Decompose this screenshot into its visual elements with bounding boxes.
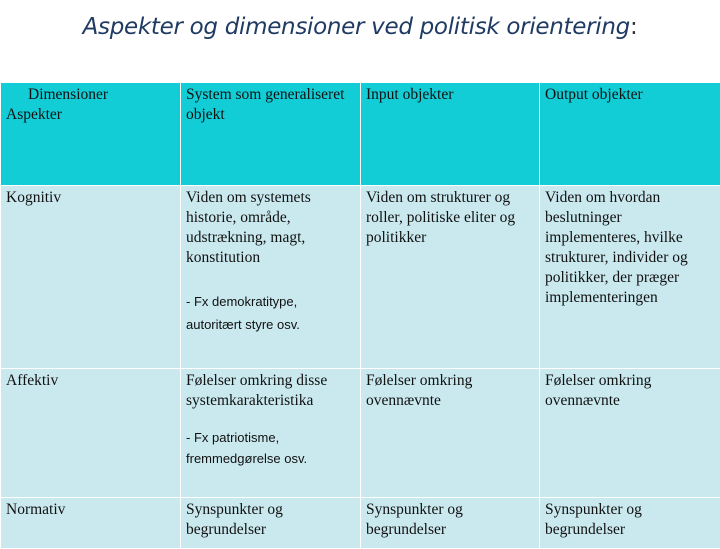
header-corner-cell	[1, 83, 181, 186]
header-col-system: System som generaliseret objekt	[181, 83, 361, 186]
cell-cognitive-output: Viden om hvordan beslutninger implementeres, hvilke strukturer, individer og politikker, der præger implementeringen	[540, 186, 720, 369]
cell-normative-input: Synspunkter og begrundelser	[361, 498, 540, 549]
header-aspect-label: Aspekter	[6, 106, 62, 123]
row-aspect-affective: Affektiv	[1, 369, 181, 498]
table-header-row	[1, 83, 720, 186]
cell-normative-output: Synspunkter og begrundelser	[540, 498, 720, 549]
header-col-output: Output objekter	[540, 83, 720, 186]
cell-affective-output: Følelser omkring ovennævnte	[540, 369, 720, 498]
row-aspect-cognitive: Kognitiv	[1, 186, 181, 369]
header-col-input: Input objekter	[361, 83, 540, 186]
cell-text: Følelser omkring disse systemkarakteristika	[186, 372, 327, 409]
slide-title-text: Aspekter og dimensioner ved politisk orientering	[83, 14, 630, 40]
cell-text: Viden om systemets historie, område, udstrækning, magt, konstitution	[186, 189, 311, 266]
cell-cognitive-input: Viden om strukturer og roller, politiske eliter og politikker	[361, 186, 540, 369]
cell-note: - Fx demokratitype, autoritært styre osv.	[186, 290, 356, 336]
cell-normative-system: Synspunkter og begrundelser	[181, 498, 361, 549]
cell-affective-input: Følelser omkring ovennævnte	[361, 369, 540, 498]
header-dimension-label: Dimensioner	[6, 85, 176, 105]
cell-affective-system	[181, 369, 361, 498]
table-row	[1, 498, 720, 549]
row-aspect-normative: Normativ	[1, 498, 181, 549]
cell-note: - Fx patriotisme, fremmedgørelse osv.	[186, 427, 356, 469]
slide-title	[0, 14, 720, 40]
slide-title-colon: :	[630, 14, 637, 40]
table-row	[1, 369, 720, 498]
cell-cognitive-system	[181, 186, 361, 369]
table-row	[1, 186, 720, 369]
orientation-table	[0, 82, 720, 549]
